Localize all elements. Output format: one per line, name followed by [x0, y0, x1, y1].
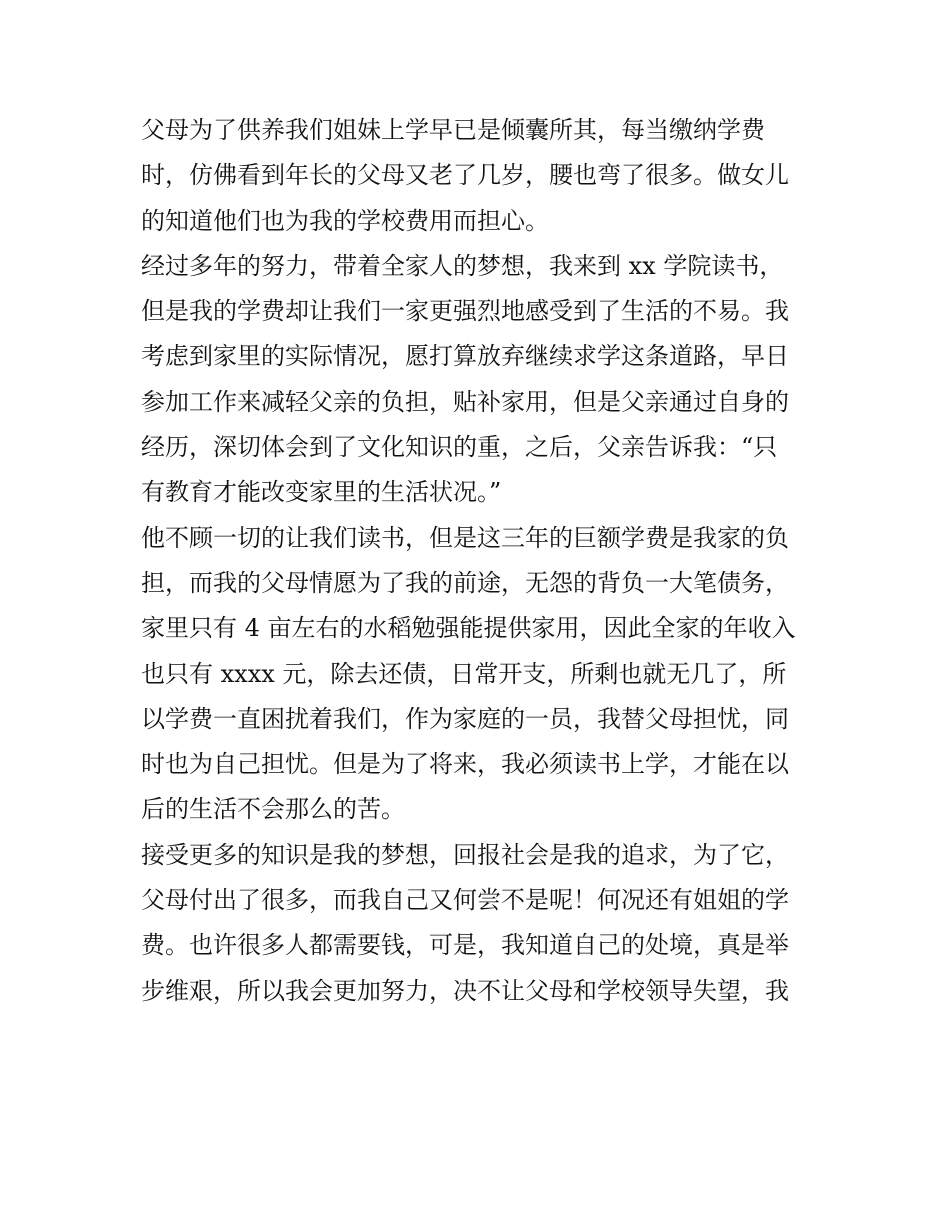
text-line: 步维艰，所以我会更加努力，决不让父母和学校领导失望，我: [141, 976, 789, 1005]
text-line: 参加工作来减轻父亲的负担，贴补家用，但是父亲通过自身的: [141, 387, 789, 416]
text-line: 的知道他们也为我的学校费用而担心。: [141, 206, 549, 235]
text-line: 他不顾一切的让我们读书，但是这三年的巨额学费是我家的负: [141, 523, 789, 552]
text-line: 以学费一直困扰着我们，作为家庭的一员，我替父母担忧，同: [141, 704, 789, 733]
text-line: 费。也许很多人都需要钱，可是，我知道自己的处境，真是举: [141, 931, 789, 960]
text-line: 时，仿佛看到年长的父母又老了几岁，腰也弯了很多。做女儿: [141, 161, 789, 190]
text-line: 考虑到家里的实际情况，愿打算放弃继续求学这条道路，早日: [141, 342, 789, 371]
body-text: [141, 108, 813, 1014]
text-line: 也只有 xxxx 元，除去还债，日常开支，所剩也就无几了，所: [141, 659, 787, 688]
text-line: 经过多年的努力，带着全家人的梦想，我来到 xx 学院读书，: [141, 251, 784, 280]
text-line: 经历，深切体会到了文化知识的重，之后，父亲告诉我：“只: [141, 433, 778, 462]
text-line: 时也为自己担忧。但是为了将来，我必须读书上学，才能在以: [141, 750, 789, 779]
text-line: 但是我的学费却让我们一家更强烈地感受到了生活的不易。我: [141, 297, 789, 326]
text-line: 后的生活不会那么的苦。: [141, 795, 405, 824]
text-line: 担，而我的父母情愿为了我的前途，无怨的背负一大笔债务，: [141, 568, 789, 597]
text-line: 家里只有 4 亩左右的水稻勉强能提供家用，因此全家的年收入: [141, 614, 796, 643]
text-line: 父母付出了很多，而我自己又何尝不是呢！何况还有姐姐的学: [141, 886, 789, 915]
text-line: 父母为了供养我们姐妹上学早已是倾囊所其，每当缴纳学费: [141, 116, 765, 144]
text-line: 有教育才能改变家里的生活状况。”: [141, 478, 502, 507]
text-line: 接受更多的知识是我的梦想，回报社会是我的追求，为了它，: [141, 840, 789, 869]
